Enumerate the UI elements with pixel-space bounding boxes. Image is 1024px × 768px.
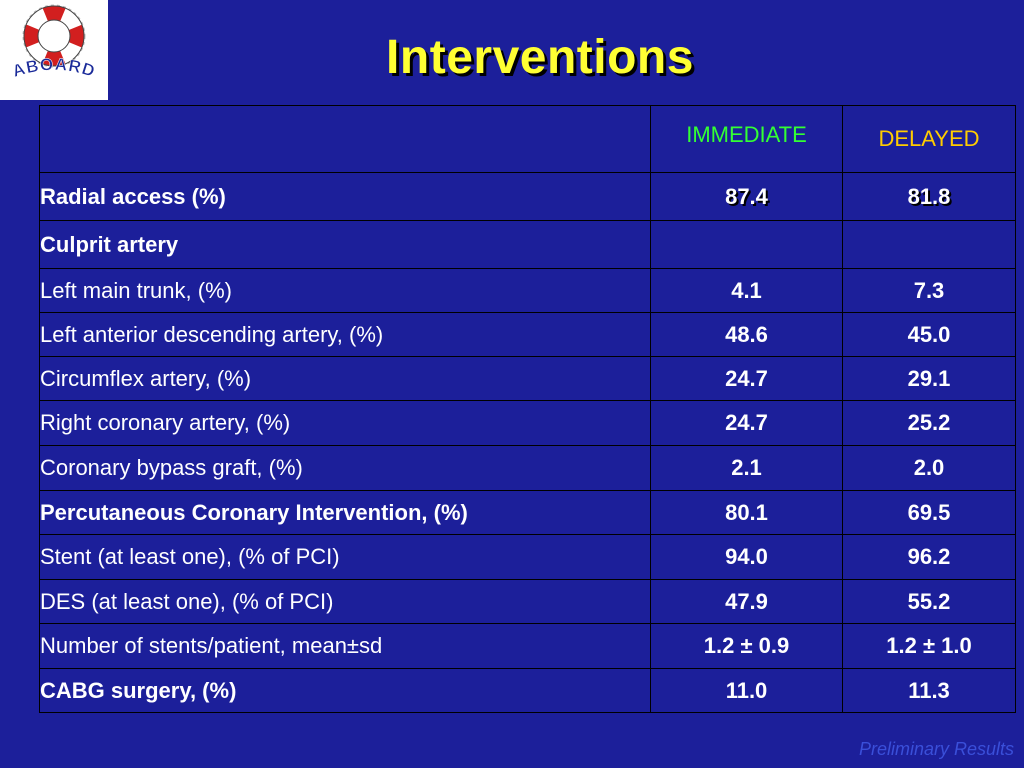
table-row-cabg <box>40 669 1016 713</box>
delayed-value: 29.1 <box>843 357 1016 401</box>
svg-text:ABOARD: ABOARD <box>10 54 98 81</box>
table-row-stents-per-patient <box>40 624 1016 669</box>
immediate-value: 1.2 ± 0.9 <box>651 624 843 669</box>
table-row-radial-access <box>40 173 1016 221</box>
delayed-value: 1.2 ± 1.0 <box>843 624 1016 669</box>
immediate-value: 80.1 <box>651 491 843 535</box>
table-row-left-main <box>40 269 1016 313</box>
delayed-value: 81.8 <box>843 173 1016 221</box>
header-empty-cell <box>40 106 651 173</box>
row-label: Percutaneous Coronary Intervention, (%) <box>40 491 651 535</box>
footer-note: Preliminary Results <box>858 739 1014 759</box>
header-immediate-label: IMMEDIATE <box>686 122 807 147</box>
delayed-value <box>843 221 1016 269</box>
table-header-row <box>40 106 1016 173</box>
immediate-value <box>651 221 843 269</box>
header-delayed <box>843 106 1016 173</box>
header-immediate <box>651 106 843 173</box>
row-label: Stent (at least one), (% of PCI) <box>40 535 651 580</box>
delayed-value: 55.2 <box>843 580 1016 624</box>
delayed-value: 11.3 <box>843 669 1016 713</box>
immediate-value: 24.7 <box>651 401 843 446</box>
row-label: Number of stents/patient, mean±sd <box>40 624 651 669</box>
table-row-rca <box>40 401 1016 446</box>
immediate-value: 4.1 <box>651 269 843 313</box>
table-row-lad <box>40 313 1016 357</box>
row-label: Coronary bypass graft, (%) <box>40 446 651 491</box>
delayed-value: 69.5 <box>843 491 1016 535</box>
row-label: DES (at least one), (% of PCI) <box>40 580 651 624</box>
table-row-pci <box>40 491 1016 535</box>
delayed-value: 25.2 <box>843 401 1016 446</box>
immediate-value: 94.0 <box>651 535 843 580</box>
immediate-value: 24.7 <box>651 357 843 401</box>
table-row-des <box>40 580 1016 624</box>
immediate-value: 11.0 <box>651 669 843 713</box>
row-label: Right coronary artery, (%) <box>40 401 651 446</box>
row-label: Circumflex artery, (%) <box>40 357 651 401</box>
delayed-value: 96.2 <box>843 535 1016 580</box>
immediate-value: 48.6 <box>651 313 843 357</box>
row-label: Left main trunk, (%) <box>40 269 651 313</box>
table-row-culprit-artery <box>40 221 1016 269</box>
delayed-value: 2.0 <box>843 446 1016 491</box>
table-row-bypass-graft <box>40 446 1016 491</box>
row-label: CABG surgery, (%) <box>40 669 651 713</box>
row-label: Culprit artery <box>40 221 651 269</box>
table-row-circumflex <box>40 357 1016 401</box>
immediate-value: 2.1 <box>651 446 843 491</box>
immediate-value: 87.4 <box>651 173 843 221</box>
page-title: Interventions <box>386 31 694 84</box>
row-label: Left anterior descending artery, (%) <box>40 313 651 357</box>
interventions-table <box>39 105 1016 713</box>
header-delayed-label: DELAYED <box>878 126 980 151</box>
delayed-value: 45.0 <box>843 313 1016 357</box>
table-row-stent <box>40 535 1016 580</box>
immediate-value: 47.9 <box>651 580 843 624</box>
delayed-value: 7.3 <box>843 269 1016 313</box>
row-label: Radial access (%) <box>40 173 651 221</box>
